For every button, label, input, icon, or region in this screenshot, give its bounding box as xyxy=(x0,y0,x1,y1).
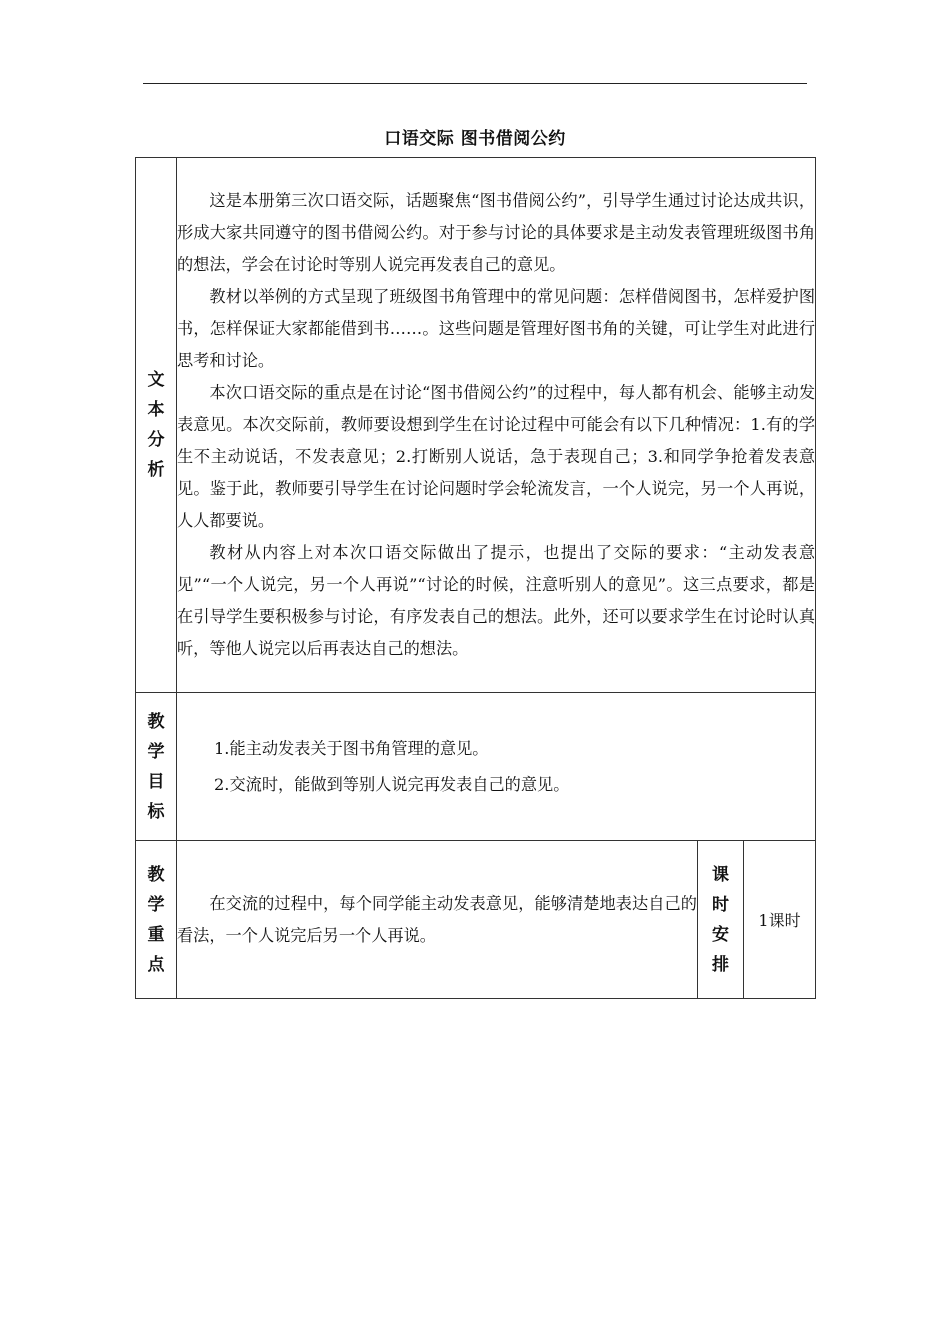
analysis-paragraph: 本次口语交际的重点是在讨论“图书借阅公约”的过程中，每人都有机会、能够主动发表意见。本次交际前，教师要设想到学生在讨论过程中可能会有以下几种情况：1.有的学生不主动说话，不发表意见；2.打断别人说话，急于表现自己；3.和同学争抢着发表意见。鉴于此，教师要引导学生在讨论问题时学会轮流发言，一个人说完，另一个人再说，人人都要说。 xyxy=(177,383,816,530)
document-title: 口语交际 图书借阅公约 xyxy=(384,129,566,149)
focus-content xyxy=(177,841,698,999)
analysis-paragraph: 教材以举例的方式呈现了班级图书角管理中的常见问题：怎样借阅图书，怎样爱护图书，怎样保证大家都能借到书……。这些问题是管理好图书角的关键，可让学生对此进行思考和讨论。 xyxy=(177,287,816,370)
analysis-heading: 文 本 分 析 xyxy=(136,158,177,693)
goals-row xyxy=(136,693,816,841)
focus-heading: 教 学 重 点 xyxy=(136,841,177,999)
schedule-value: 1课时 xyxy=(744,841,816,999)
lesson-plan-table xyxy=(135,157,816,999)
analysis-paragraph: 这是本册第三次口语交际，话题聚焦“图书借阅公约”，引导学生通过讨论达成共识，形成大家共同遵守的图书借阅公约。对于参与讨论的具体要求是主动发表管理班级图书角的想法，学会在讨论时等别人说完再发表自己的意见。 xyxy=(177,191,816,274)
analysis-row xyxy=(136,158,816,693)
goals-content xyxy=(177,693,816,841)
analysis-paragraph: 教材从内容上对本次口语交际做出了提示，也提出了交际的要求：“主动发表意见”“一个人说完，另一个人再说”“讨论的时候，注意听别人的意见”。这三点要求，都是在引导学生要积极参与讨论，有序发表自己的想法。此外，还可以要求学生在讨论时认真听，等他人说完以后再表达自己的想法。 xyxy=(177,543,816,658)
goal-item: 1.能主动发表关于图书角管理的意见。 xyxy=(214,738,489,758)
goal-item: 2.交流时，能做到等别人说完再发表自己的意见。 xyxy=(214,774,570,794)
focus-text: 在交流的过程中，每个同学能主动发表意见，能够清楚地表达自己的看法，一个人说完后另一个人再说。 xyxy=(177,893,697,945)
header-rule xyxy=(143,83,807,84)
schedule-heading: 课 时 安 排 xyxy=(698,841,744,999)
goals-heading: 教 学 目 标 xyxy=(136,693,177,841)
analysis-content xyxy=(177,158,816,693)
focus-row xyxy=(136,841,816,999)
